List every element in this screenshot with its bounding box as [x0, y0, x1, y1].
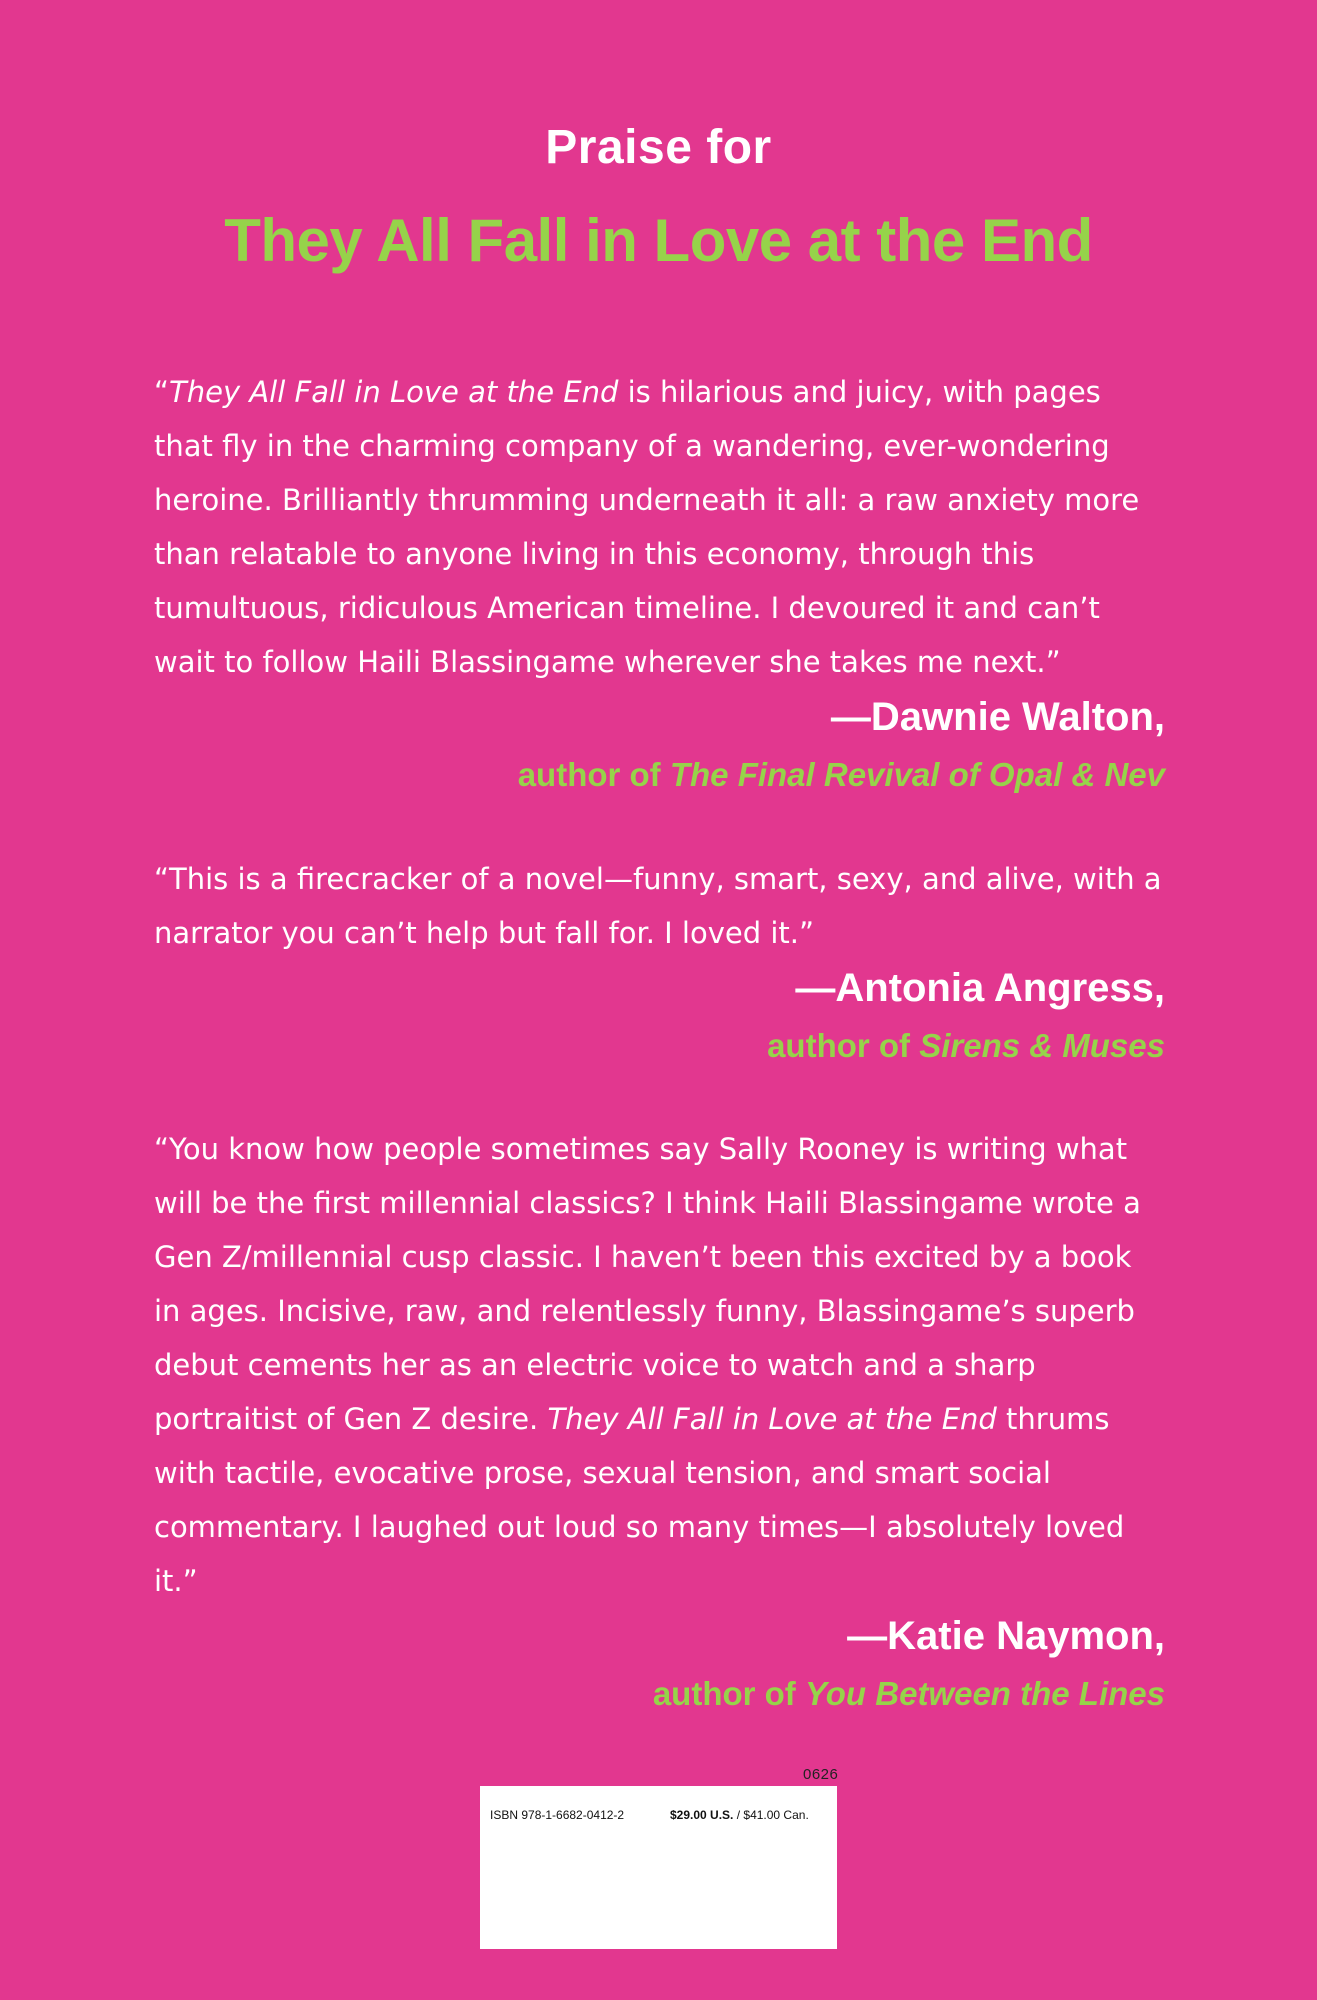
blurb-author: —Dawnie Walton, — [830, 695, 1165, 739]
price-code: 0626 — [803, 1766, 839, 1783]
price-can: $41.00 Can. — [743, 1808, 809, 1822]
book-title: They All Fall in Love at the End — [224, 207, 1093, 274]
blurb-katie-naymon — [154, 1122, 1165, 1716]
quoted-book-title: They All Fall in Love at the End — [169, 375, 619, 409]
blurb-quote: “This is a firecracker of a novel—funny, smart, sexy, and alive, with a narrator you can’t help but fall for. I loved it.” — [154, 862, 1162, 950]
blurb-author: —Katie Naymon, — [847, 1614, 1165, 1658]
blurb-author-credit: author of You Between the Lines — [652, 1675, 1165, 1712]
blurb-quote: “They All Fall in Love at the End is hilarious and juicy, with pages that fly in the charming company of a wandering, ever-wondering heroine. Brilliantly thrumming underneath it all: a raw anxiety more than relatable to anyone living in this economy, through this tumultuous, ridiculous American timeline. I devoured it and can’t wait to follow Haili Blassingame wherever she takes me next.” — [154, 375, 1140, 679]
author-work-title: Sirens & Muses — [919, 1027, 1165, 1064]
praise-for-heading: Praise for — [545, 121, 772, 174]
quoted-book-title: They All Fall in Love at the End — [547, 1402, 997, 1436]
blurb-author: —Antonia Angress, — [795, 966, 1165, 1010]
author-work-title: The Final Revival of Opal & Nev — [669, 756, 1165, 793]
price-us: $29.00 U.S. — [670, 1808, 734, 1822]
blurb-quote: “You know how people sometimes say Sally Rooney is writing what will be the first millennial classics? I think Haili Blassingame wrote a Gen Z/millennial cusp classic. I haven’t been this excited by a book in ages. Incisive, raw, and relentlessly funny, Blassingame’s superb debut cements her as an electric voice to watch and a sharp portraitist of Gen Z desire. They All Fall in Love at the End thrums with tactile, evocative prose, sexual tension, and smart social commentary. I laughed out loud so many times—I absolutely loved it.” — [154, 1132, 1141, 1598]
price-label: $29.00 U.S. / $41.00 Can. — [670, 1808, 809, 1822]
blurb-antonia-angress — [154, 852, 1165, 1068]
blurb-author-credit: author of Sirens & Muses — [767, 1027, 1165, 1064]
blurb-author-credit: author of The Final Revival of Opal & Nev — [517, 756, 1165, 793]
barcode-box — [480, 1786, 837, 1949]
praise-header — [0, 118, 1317, 280]
isbn-number: ISBN 978-1-6682-0412-2 — [490, 1808, 625, 1822]
author-work-title: You Between the Lines — [804, 1675, 1165, 1712]
blurb-dawnie-walton — [154, 365, 1165, 797]
